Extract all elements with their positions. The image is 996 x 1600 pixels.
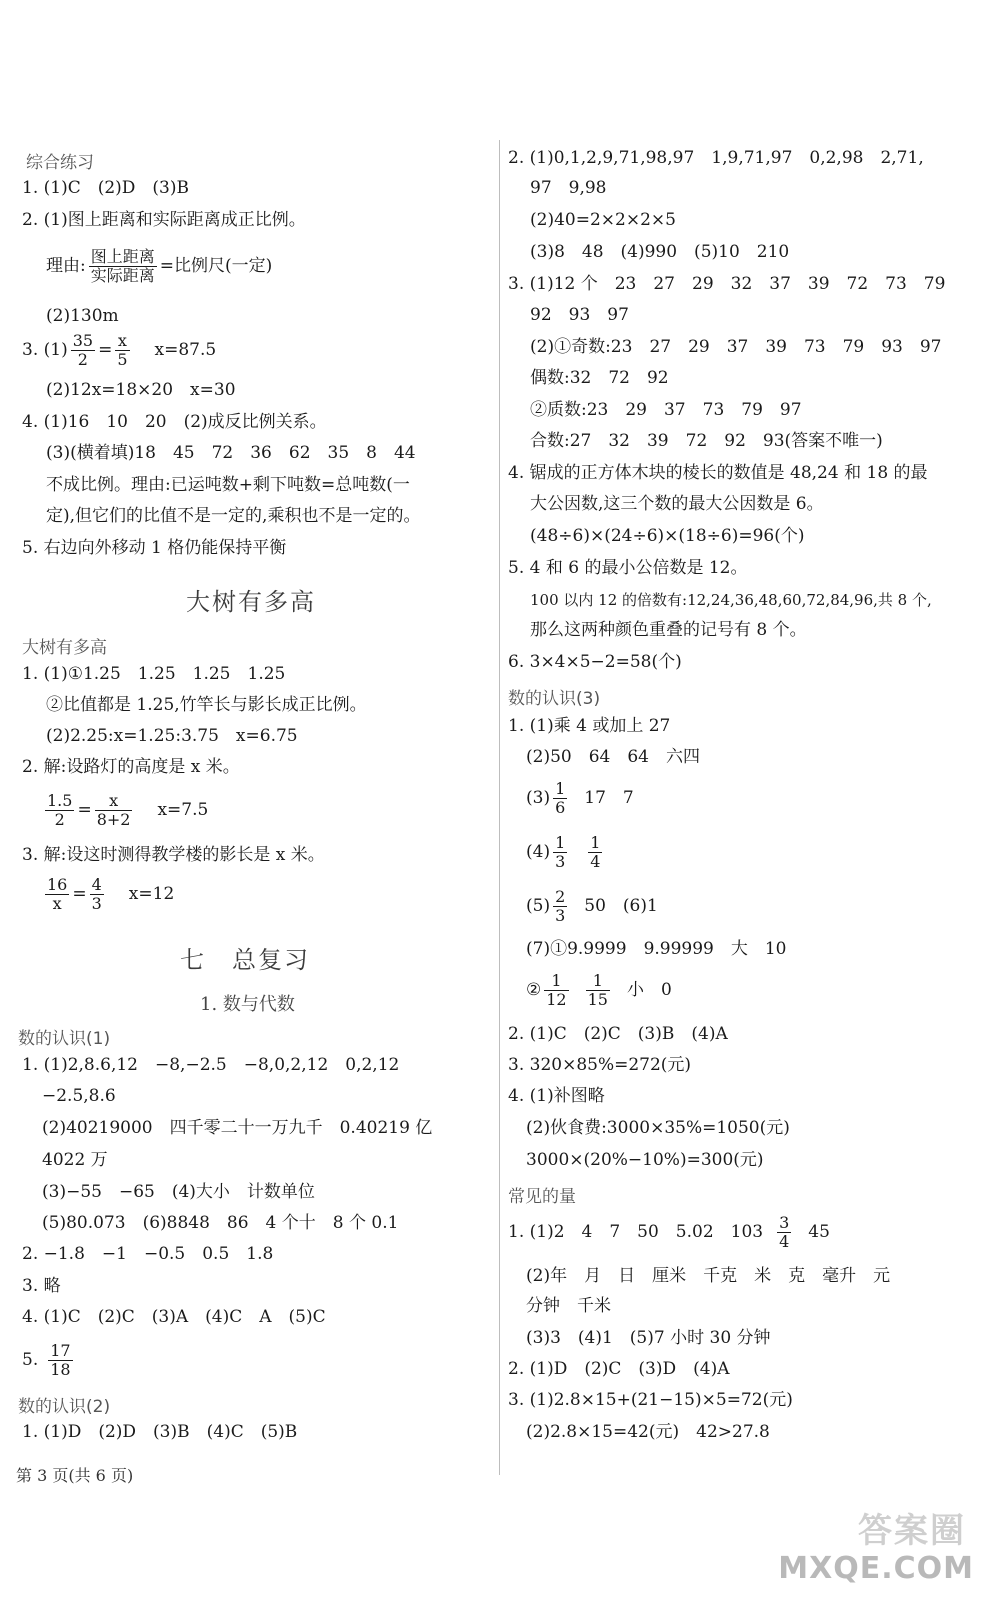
answer-line-fraction: (5) $\frac{2}{3}$ 50 (6)1 bbox=[526, 887, 658, 925]
answer-line: 3. 解:设这时测得教学楼的影长是 x 米。 bbox=[22, 845, 325, 865]
answer-line: 分钟 千米 bbox=[526, 1296, 611, 1316]
answer-line-fraction: (4) $\frac{1}{3}$ $\frac{1}{4}$ bbox=[526, 833, 601, 871]
answer-line: (2)40219000 四千零二十一万九千 0.40219 亿 bbox=[42, 1118, 433, 1138]
answer-line: 4022 万 bbox=[42, 1150, 108, 1170]
answer-line: 1. (1)C (2)D (3)B bbox=[22, 178, 189, 198]
answer-line: (3)3 (4)1 (5)7 小时 30 分钟 bbox=[526, 1328, 771, 1348]
fraction: $\frac{3}{4}$ bbox=[779, 1213, 790, 1251]
answer-line-fraction: $\frac{16}{x}$ = $\frac{4}{3}$ x=12 bbox=[47, 875, 175, 913]
answer-line: 那么这两种颜色重叠的记号有 8 个。 bbox=[530, 620, 807, 640]
answer-line: 偶数:32 72 92 bbox=[530, 368, 669, 388]
answer-line: 3. (1)12 个 23 27 29 32 37 39 72 73 79 bbox=[508, 274, 946, 294]
section-heading: 数的认识(3) bbox=[508, 689, 601, 709]
answer-line: 4. 锯成的正方体木块的棱长的数值是 48,24 和 18 的最 bbox=[508, 463, 928, 483]
answer-line: (2)130m bbox=[46, 306, 119, 326]
answer-line-fraction: 理由: $\frac{\text{图上距离}}{\text{实际距离}}$ =比例尺(一定) bbox=[46, 247, 273, 285]
answer-line: (2)伙食费:3000×35%=1050(元) bbox=[526, 1118, 790, 1138]
answer-line: (2)50 64 64 六四 bbox=[526, 747, 700, 767]
answer-line: ②比值都是 1.25,竹竿长与影长成正比例。 bbox=[46, 695, 367, 715]
answer-line: 2. (1)D (2)C (3)D (4)A bbox=[508, 1359, 730, 1379]
answer-line: 4. (1)16 10 20 (2)成反比例关系。 bbox=[22, 412, 327, 432]
answer-line: 2. (1)0,1,2,9,71,98,97 1,9,71,97 0,2,98 2,71, bbox=[508, 148, 924, 168]
fraction: $\frac{35}{2}$ bbox=[72, 331, 94, 369]
answer-line: 1. (1)D (2)D (3)B (4)C (5)B bbox=[22, 1422, 298, 1442]
answer-line-fraction: 5. $\frac{17}{18}$ bbox=[22, 1341, 71, 1379]
answer-line: 1. (1)2,8.6,12 −8,−2.5 −8,0,2,12 0,2,12 bbox=[22, 1055, 400, 1075]
answer-line: 92 93 97 bbox=[530, 305, 629, 325]
fraction: $\frac{x}{8+2}$ bbox=[96, 791, 131, 829]
answer-line: (2)12x=18×20 x=30 bbox=[46, 380, 236, 400]
answer-line: 4. (1)C (2)C (3)A (4)C A (5)C bbox=[22, 1307, 326, 1327]
fraction: $\frac{17}{18}$ bbox=[50, 1341, 71, 1379]
answer-line-fraction: (3) $\frac{1}{6}$ 17 7 bbox=[526, 779, 634, 817]
answer-line: 大公因数,这三个数的最大公因数是 6。 bbox=[530, 494, 824, 514]
answer-line: 97 9,98 bbox=[530, 178, 607, 198]
answer-line: 3. 略 bbox=[22, 1276, 61, 1296]
fraction: $\frac{x}{5}$ bbox=[117, 331, 128, 369]
watermark-logo: 答案圈 bbox=[858, 1511, 966, 1551]
answer-line: 2. 解:设路灯的高度是 x 米。 bbox=[22, 757, 240, 777]
answer-line: 定),但它们的比值不是一定的,乘积也不是一定的。 bbox=[46, 506, 421, 526]
fraction: $\frac{4}{3}$ bbox=[91, 875, 102, 913]
answer-line: (7)①9.9999 9.99999 大 10 bbox=[526, 939, 787, 959]
section-heading: 常见的量 bbox=[508, 1187, 576, 1207]
answer-line: −2.5,8.6 bbox=[42, 1086, 116, 1106]
answer-line: 5. 4 和 6 的最小公倍数是 12。 bbox=[508, 558, 748, 578]
answer-line: (2)①奇数:23 27 29 37 39 73 79 93 97 bbox=[530, 337, 942, 357]
answer-line: 4. (1)补图略 bbox=[508, 1086, 605, 1106]
answer-line: 合数:27 32 39 72 92 93(答案不唯一) bbox=[530, 431, 883, 451]
answer-line: (2)年 月 日 厘米 千克 米 克 毫升 元 bbox=[526, 1266, 891, 1286]
answer-line: ②质数:23 29 37 73 79 97 bbox=[530, 400, 802, 420]
page-footer: 第 3 页(共 6 页) bbox=[16, 1466, 134, 1485]
answer-line: (3)8 48 (4)990 (5)10 210 bbox=[530, 242, 790, 262]
fraction: $\frac{1}{3}$ bbox=[555, 833, 566, 871]
fraction: $\frac{1}{4}$ bbox=[590, 833, 601, 871]
answer-line: 100 以内 12 的倍数有:12,24,36,48,60,72,84,96,共 8 个, bbox=[530, 591, 932, 609]
answer-line: (2)2.25:x=1.25:3.75 x=6.75 bbox=[46, 726, 298, 746]
answer-line: (5)80.073 (6)8848 86 4 个十 8 个 0.1 bbox=[42, 1213, 399, 1233]
answer-line: 1. (1)①1.25 1.25 1.25 1.25 bbox=[22, 664, 286, 684]
answer-line: (48÷6)×(24÷6)×(18÷6)=96(个) bbox=[530, 526, 805, 546]
answer-line: 1. (1)乘 4 或加上 27 bbox=[508, 716, 671, 736]
section-heading: 综合练习 bbox=[26, 153, 94, 173]
answer-line: 3000×(20%−10%)=300(元) bbox=[526, 1150, 764, 1170]
fraction: $\frac{1}{6}$ bbox=[555, 779, 566, 817]
fraction: $\frac{2}{3}$ bbox=[555, 887, 566, 925]
answer-line: 6. 3×4×5−2=58(个) bbox=[508, 652, 682, 672]
answer-line: (2)2.8×15=42(元) 42>27.8 bbox=[526, 1422, 770, 1442]
fraction: $\frac{\text{图上距离}}{\text{实际距离}}$ bbox=[90, 247, 155, 285]
chapter-title: 大树有多高 bbox=[186, 588, 316, 616]
answer-line: 2. (1)图上距离和实际距离成正比例。 bbox=[22, 210, 306, 230]
answer-line: (2)40=2×2×2×5 bbox=[530, 210, 676, 230]
answer-line-fraction: ② $\frac{1}{12}$ $\frac{1}{15}$ 小 0 bbox=[526, 971, 672, 1009]
chapter-title: 七 总复习 bbox=[180, 946, 310, 974]
fraction: $\frac{1.5}{2}$ bbox=[47, 791, 73, 829]
section-heading: 数的认识(2) bbox=[18, 1397, 111, 1417]
answer-line: 2. −1.8 −1 −0.5 0.5 1.8 bbox=[22, 1244, 274, 1264]
answer-line: 5. 右边向外移动 1 格仍能保持平衡 bbox=[22, 538, 287, 558]
answer-line-fraction: $\frac{1.5}{2}$ = $\frac{x}{8+2}$ x=7.5 bbox=[47, 791, 209, 829]
answer-line: 2. (1)C (2)C (3)B (4)A bbox=[508, 1024, 728, 1044]
answer-line-fraction: 1. (1)2 4 7 50 5.02 103 $\frac{3}{4}$ 45 bbox=[508, 1213, 830, 1251]
answer-line: 不成比例。理由:已运吨数+剩下吨数=总吨数(一 bbox=[46, 475, 410, 495]
watermark-site: MXQE.COM bbox=[778, 1551, 974, 1586]
answer-line: 3. (1)2.8×15+(21−15)×5=72(元) bbox=[508, 1390, 793, 1410]
fraction: $\frac{16}{x}$ bbox=[47, 875, 68, 913]
answer-line-fraction: 3. (1) $\frac{35}{2}$ = $\frac{x}{5}$ x=87.5 bbox=[22, 331, 217, 369]
fraction: $\frac{1}{12}$ bbox=[546, 971, 567, 1009]
column-divider bbox=[499, 140, 500, 1475]
subchapter-title: 1. 数与代数 bbox=[200, 994, 295, 1015]
answer-line: 3. 320×85%=272(元) bbox=[508, 1055, 692, 1075]
fraction: $\frac{1}{15}$ bbox=[587, 971, 608, 1009]
section-heading: 数的认识(1) bbox=[18, 1029, 111, 1049]
answer-line: (3)(横着填)18 45 72 36 62 35 8 44 bbox=[46, 443, 416, 463]
answer-line: (3)−55 −65 (4)大小 计数单位 bbox=[42, 1182, 315, 1202]
section-heading: 大树有多高 bbox=[22, 638, 107, 658]
